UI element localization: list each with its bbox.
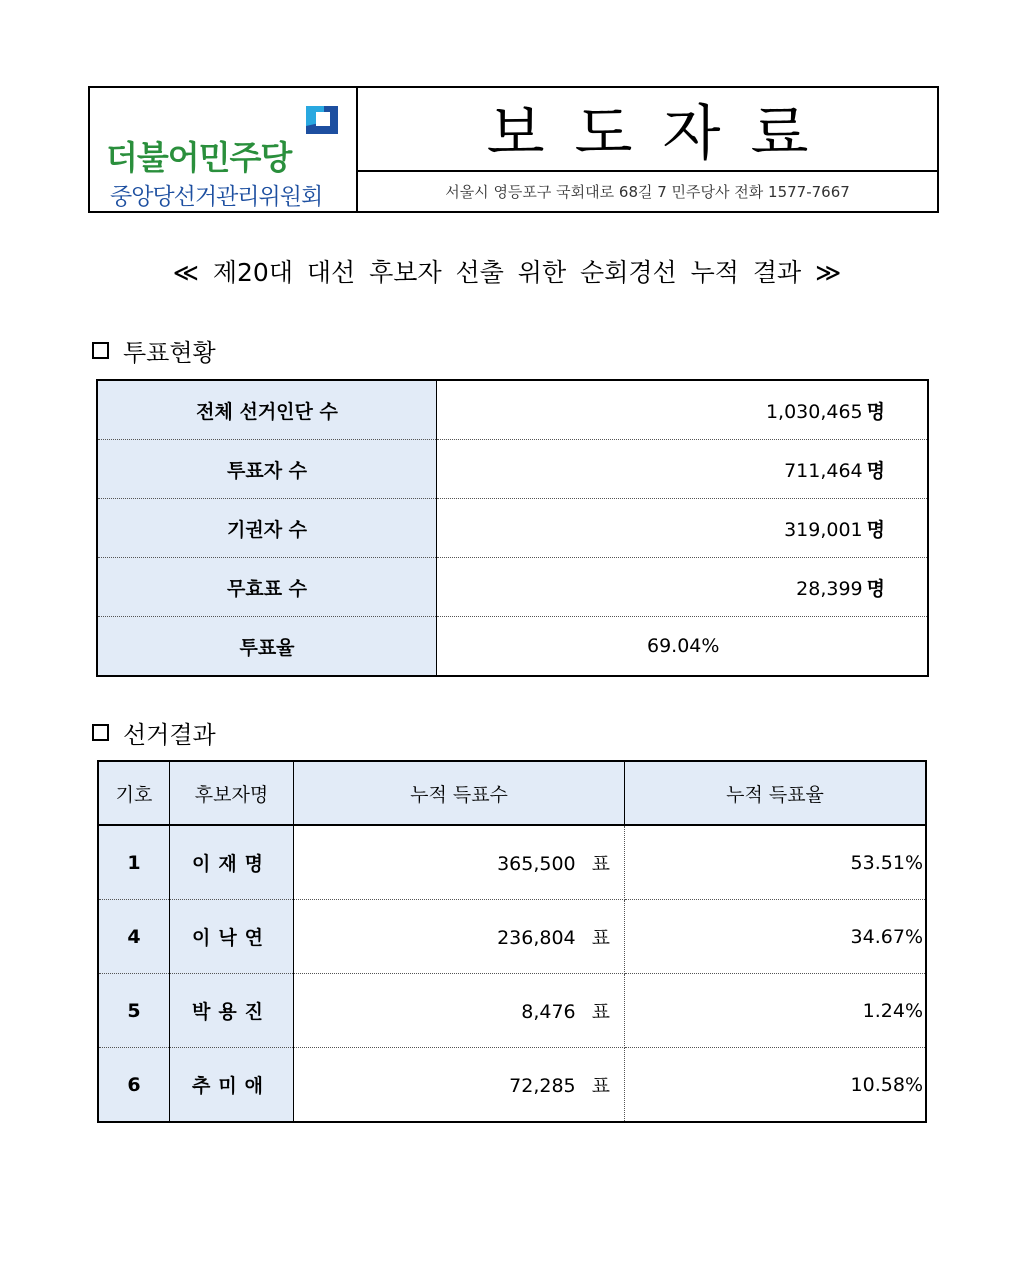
table-row bbox=[97, 617, 928, 677]
row-value: 319,001 명 bbox=[437, 499, 929, 558]
table-row bbox=[98, 825, 926, 900]
candidate-number: 5 bbox=[98, 974, 170, 1048]
table-row bbox=[97, 499, 928, 558]
row-label: 무효표 수 bbox=[97, 558, 437, 617]
turnout-section-label: 투표현황 bbox=[123, 339, 216, 367]
table-header-row bbox=[98, 761, 926, 825]
candidate-number: 1 bbox=[98, 825, 170, 900]
candidate-percent: 34.67% bbox=[625, 900, 927, 974]
candidate-votes: 8,476 표 bbox=[294, 974, 625, 1048]
table-row bbox=[98, 1048, 926, 1123]
candidate-votes: 365,500 표 bbox=[294, 825, 625, 900]
turnout-section-title bbox=[92, 333, 216, 368]
results-section-title bbox=[92, 715, 216, 750]
row-label: 전체 선거인단 수 bbox=[97, 380, 437, 440]
candidate-number: 6 bbox=[98, 1048, 170, 1123]
results-section-label: 선거결과 bbox=[123, 721, 216, 749]
column-header: 후보자명 bbox=[170, 761, 294, 825]
table-row bbox=[97, 440, 928, 499]
candidate-number: 4 bbox=[98, 900, 170, 974]
table-row bbox=[98, 900, 926, 974]
candidate-votes: 236,804 표 bbox=[294, 900, 625, 974]
row-label: 투표율 bbox=[97, 617, 437, 677]
press-release-header bbox=[88, 86, 939, 213]
turnout-rate-value: 69.04% bbox=[647, 635, 720, 657]
row-label: 기권자 수 bbox=[97, 499, 437, 558]
page-title: 보도자료 bbox=[358, 88, 937, 172]
column-header: 누적 득표수 bbox=[294, 761, 625, 825]
headline: ≪ 제20대 대선 후보자 선출 위한 순회경선 누적 결과 ≫ bbox=[172, 258, 842, 287]
candidate-name: 이낙연 bbox=[170, 900, 294, 974]
candidate-votes: 72,285 표 bbox=[294, 1048, 625, 1123]
turnout-table bbox=[96, 379, 929, 677]
table-row bbox=[98, 974, 926, 1048]
candidate-percent: 10.58% bbox=[850, 1073, 923, 1096]
row-value: 1,030,465 명 bbox=[437, 380, 929, 440]
committee-name: 중앙당선거관리위원회 bbox=[110, 184, 323, 210]
column-header: 누적 득표율 bbox=[625, 761, 927, 825]
candidate-name: 박용진 bbox=[170, 974, 294, 1048]
contact-address: 서울시 영등포구 국회대로 68길 7 민주당사 전화 1577-7667 bbox=[445, 183, 850, 201]
row-label: 투표자 수 bbox=[97, 440, 437, 499]
row-value: 711,464 명 bbox=[437, 440, 929, 499]
title-cell bbox=[358, 88, 937, 211]
row-value: 28,399 명 bbox=[437, 558, 929, 617]
table-row bbox=[97, 380, 928, 440]
results-table bbox=[97, 760, 927, 1123]
table-row bbox=[97, 558, 928, 617]
candidate-name: 이재명 bbox=[170, 825, 294, 900]
checkbox-square-icon bbox=[92, 342, 109, 359]
candidate-name: 추미애 bbox=[170, 1048, 294, 1123]
candidate-percent: 53.51% bbox=[625, 825, 927, 900]
party-flag-icon bbox=[304, 102, 340, 138]
party-logo bbox=[90, 88, 358, 211]
checkbox-square-icon bbox=[92, 724, 109, 741]
candidate-percent: 1.24% bbox=[625, 974, 927, 1048]
column-header: 기호 bbox=[98, 761, 170, 825]
party-name: 더불어민주당 bbox=[106, 138, 292, 177]
